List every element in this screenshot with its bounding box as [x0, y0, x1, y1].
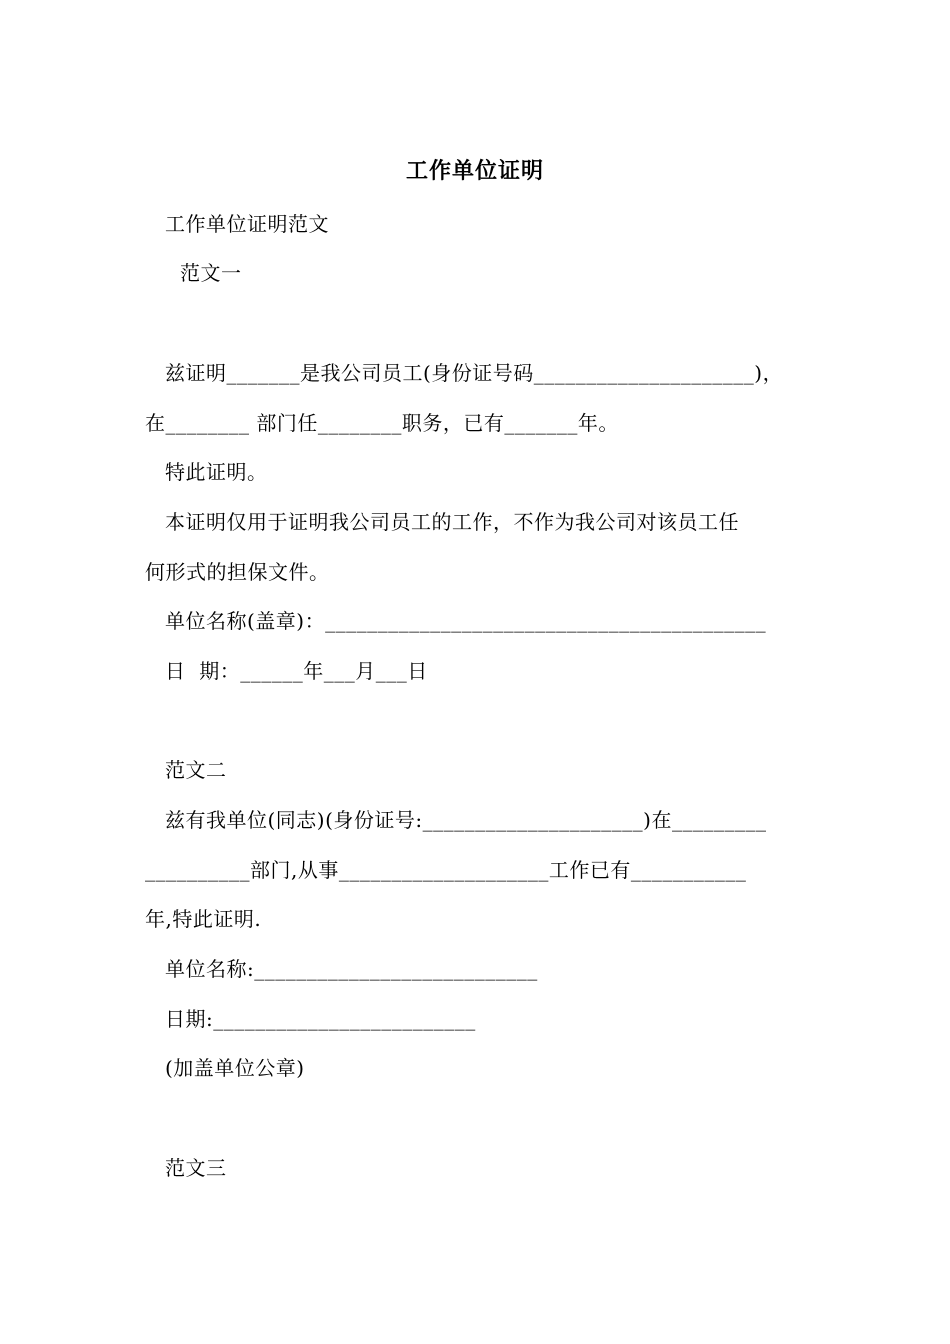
sample1-org-name: 单位名称(盖章)：__________________________________________ [165, 609, 767, 633]
sample1-line3: 特此证明。 [165, 460, 268, 484]
document-subtitle: 工作单位证明范文 [165, 212, 329, 236]
sample2-line2: __________部门,从事____________________工作已有___________ [145, 858, 747, 882]
document-title: 工作单位证明 [405, 158, 544, 184]
sample2-heading: 范文二 [165, 758, 227, 782]
sample1-line1: 兹证明_______是我公司员工(身份证号码_____________________)， [165, 361, 784, 385]
sample1-date: 日 期：______年___月___日 [165, 659, 428, 683]
sample1-heading: 范文一 [180, 261, 242, 285]
sample2-date: 日期:_________________________ [165, 1007, 476, 1031]
sample1-line2: 在________ 部门任________职务，已有_______年。 [145, 411, 619, 435]
sample2-line3: 年,特此证明. [145, 907, 262, 931]
sample1-line5: 何形式的担保文件。 [145, 560, 330, 584]
sample2-line1: 兹有我单位(同志)(身份证号:_____________________)在_________ [165, 808, 767, 832]
sample2-org-name: 单位名称:___________________________ [165, 957, 538, 981]
sample1-line4: 本证明仅用于证明我公司员工的工作，不作为我公司对该员工任 [165, 510, 739, 534]
sample2-seal-note: (加盖单位公章) [165, 1056, 305, 1080]
sample3-heading: 范文三 [165, 1156, 227, 1180]
